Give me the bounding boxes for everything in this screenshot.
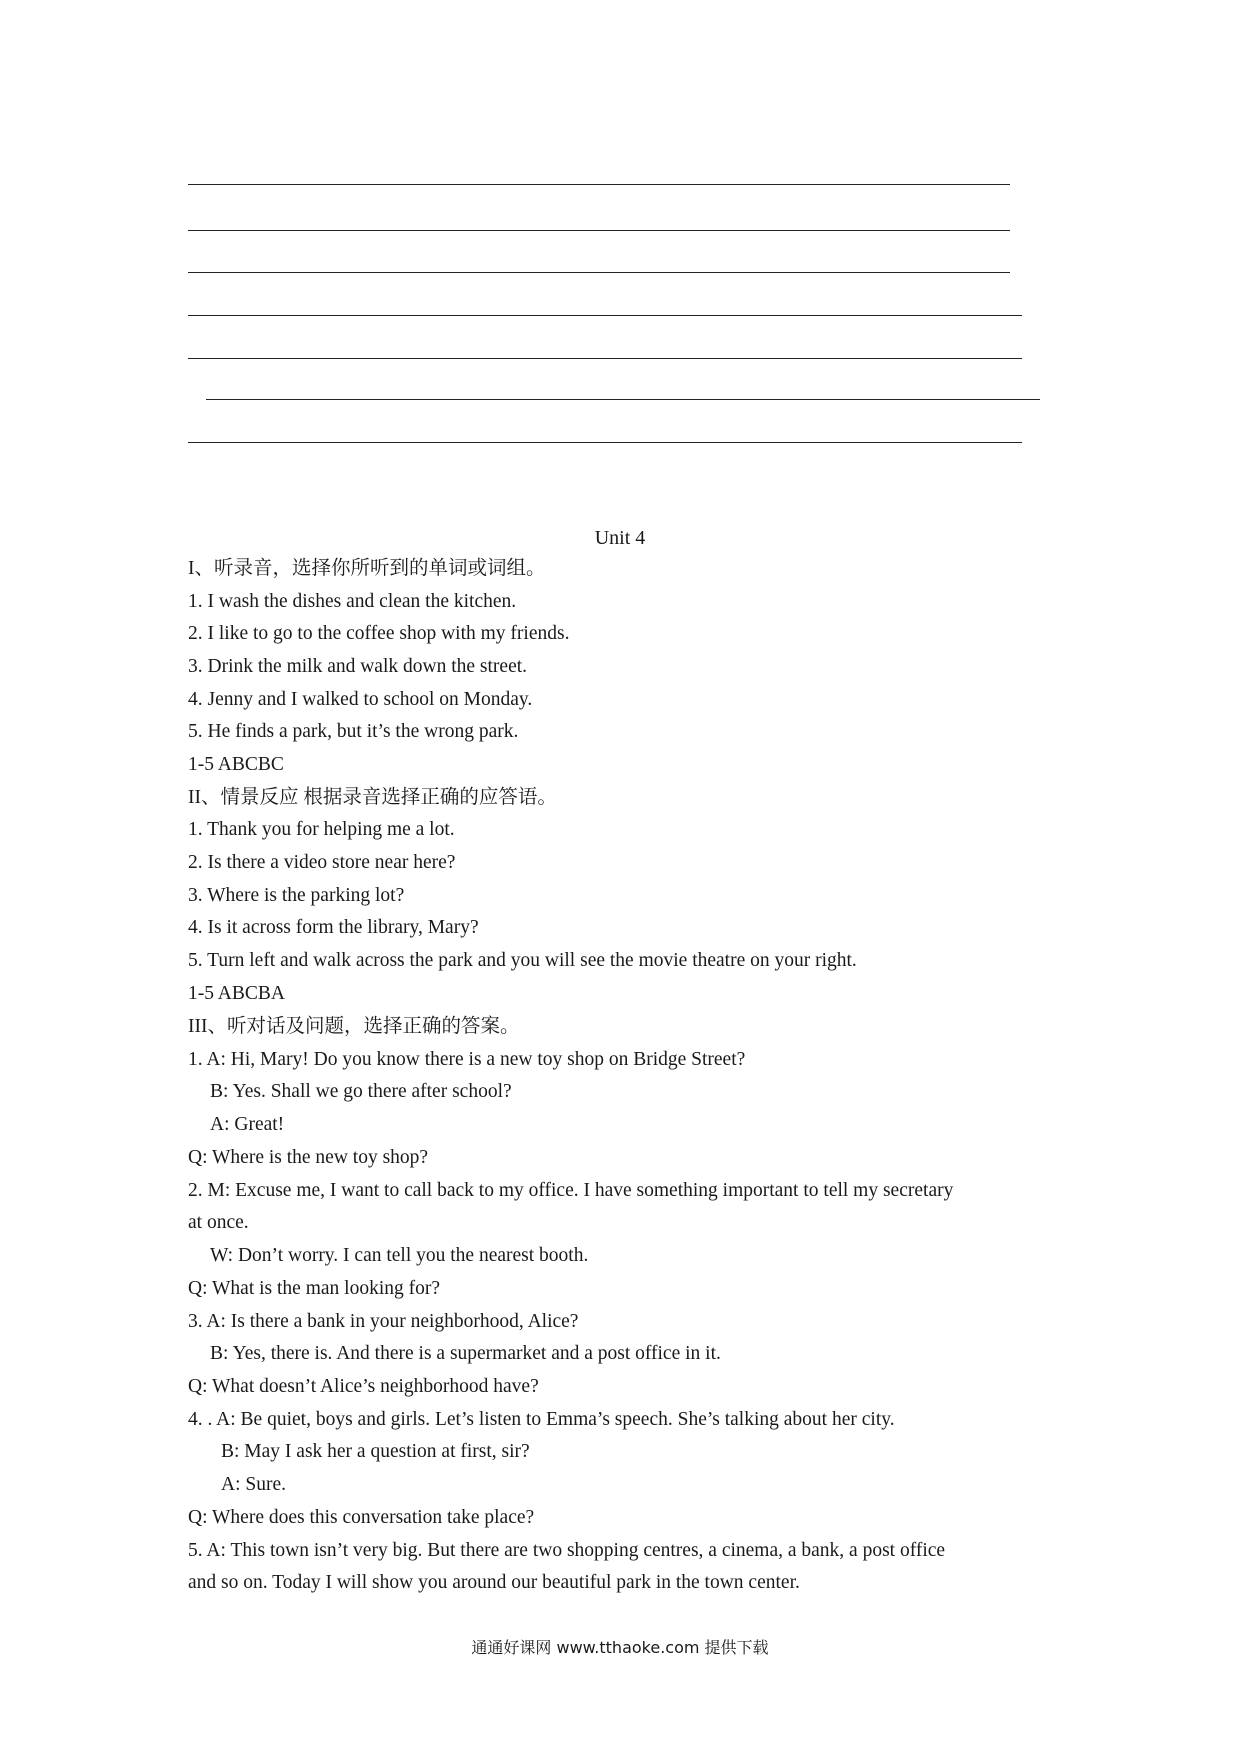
section-1-item: 4. Jenny and I walked to school on Monday. (188, 689, 533, 710)
section-2-item: 2. Is there a video store near here? (188, 852, 456, 873)
dialogue-line: B: May I ask her a question at first, sir? (221, 1441, 530, 1462)
writing-line-5 (188, 358, 1022, 359)
writing-line-1 (188, 184, 1010, 185)
dialogue-line: at once. (188, 1212, 249, 1233)
section-3-heading: III、听对话及问题，选择正确的答案。 (188, 1016, 520, 1037)
dialogue-line: B: Yes, there is. And there is a supermarket and a post office in it. (210, 1343, 721, 1364)
section-2-answer: 1-5 ABCBA (188, 983, 285, 1004)
section-2-item: 5. Turn left and walk across the park and you will see the movie theatre on your right. (188, 950, 857, 971)
dialogue-line: W: Don’t worry. I can tell you the nearest booth. (210, 1245, 589, 1266)
dialogue-line: 4. . A: Be quiet, boys and girls. Let’s listen to Emma’s speech. She’s talking about her city. (188, 1409, 895, 1430)
section-1-item: 2. I like to go to the coffee shop with my friends. (188, 623, 570, 644)
writing-line-4 (188, 315, 1022, 316)
question-line: Q: What is the man looking for? (188, 1278, 441, 1299)
section-1-item: 3. Drink the milk and walk down the street. (188, 656, 528, 677)
dialogue-line: A: Sure. (221, 1474, 286, 1495)
page-title: Unit 4 (594, 527, 646, 549)
dialogue-line: 1. A: Hi, Mary! Do you know there is a new toy shop on Bridge Street? (188, 1049, 746, 1070)
section-2-item: 3. Where is the parking lot? (188, 885, 405, 906)
dialogue-line: and so on. Today I will show you around our beautiful park in the town center. (188, 1572, 800, 1593)
dialogue-line: A: Great! (210, 1114, 285, 1135)
writing-line-6 (206, 399, 1040, 400)
section-1-heading: I、听录音，选择你所听到的单词或词组。 (188, 558, 546, 579)
dialogue-line: 5. A: This town isn’t very big. But there are two shopping centres, a cinema, a bank, a post office (188, 1540, 946, 1561)
question-line: Q: What doesn’t Alice’s neighborhood have? (188, 1376, 539, 1397)
writing-line-3 (188, 272, 1010, 273)
section-2-heading: II、情景反应 根据录音选择正确的应答语。 (188, 787, 557, 808)
section-2-item: 1. Thank you for helping me a lot. (188, 819, 455, 840)
section-1-item: 1. I wash the dishes and clean the kitchen. (188, 591, 517, 612)
dialogue-line: 2. M: Excuse me, I want to call back to my office. I have something important to tell my secretary (188, 1180, 954, 1201)
question-line: Q: Where is the new toy shop? (188, 1147, 429, 1168)
section-2-item: 4. Is it across form the library, Mary? (188, 917, 479, 938)
section-1-item: 5. He finds a park, but it’s the wrong park. (188, 721, 519, 742)
question-line: Q: Where does this conversation take place? (188, 1507, 535, 1528)
dialogue-line: B: Yes. Shall we go there after school? (210, 1081, 512, 1102)
section-1-answer: 1-5 ABCBC (188, 754, 284, 775)
writing-line-2 (188, 230, 1010, 231)
dialogue-line: 3. A: Is there a bank in your neighborhood, Alice? (188, 1311, 579, 1332)
writing-line-7 (188, 442, 1022, 443)
page-footer: 通通好课网 www.tthaoke.com 提供下载 (471, 1638, 769, 1657)
